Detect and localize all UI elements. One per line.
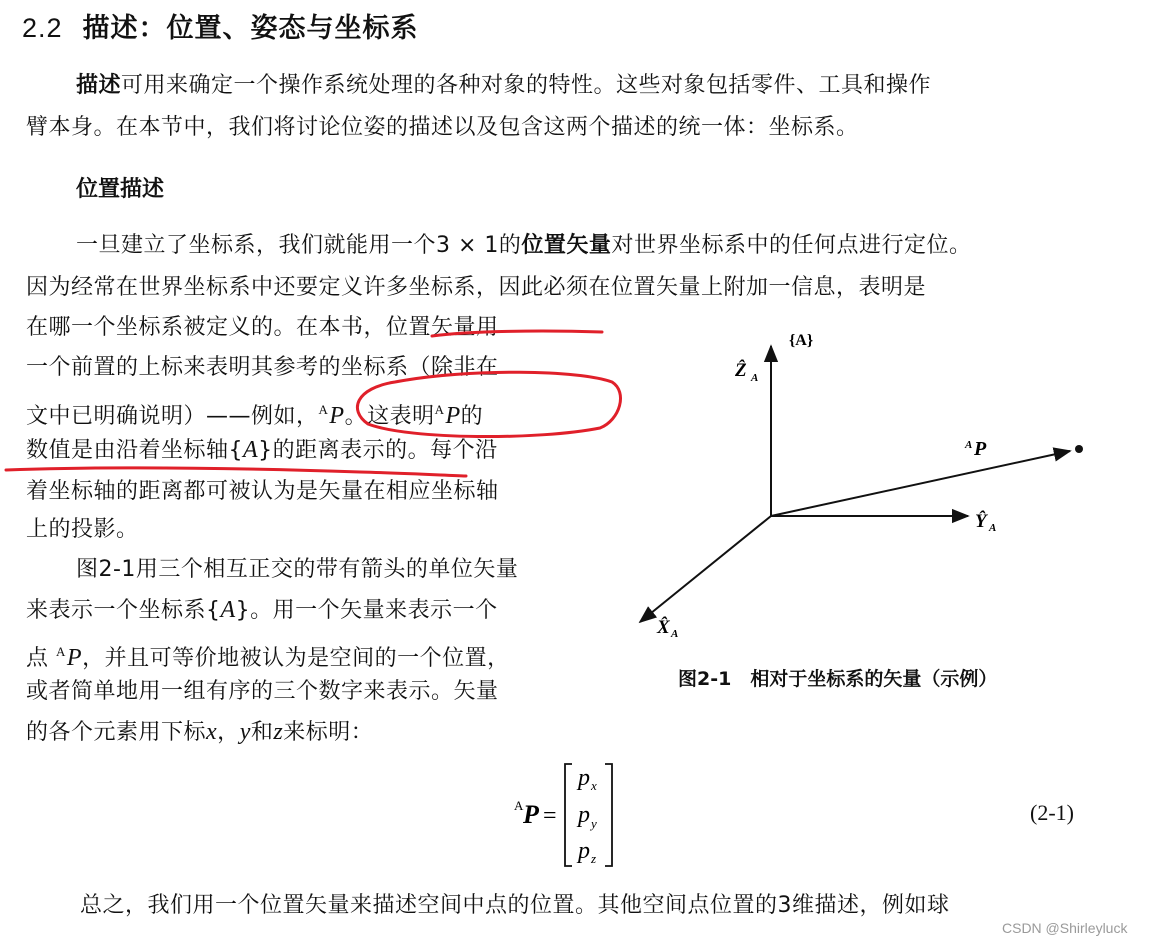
subheading: 位置描述 — [76, 177, 165, 202]
y-hat-label: Ŷ — [975, 511, 987, 532]
ap-symbol-2: P — [445, 403, 461, 429]
annotation-underline-1 — [432, 331, 602, 336]
frame-symbol-2: A — [220, 597, 236, 623]
ap-symbol: P — [329, 403, 345, 429]
subscript-y: y — [239, 719, 251, 745]
eq-p3: p — [578, 838, 590, 864]
para1-line-6b: }的距离表示的。每个沿 — [258, 438, 498, 463]
eq-sub-x: x — [591, 778, 597, 793]
para1-line-5b: 。这表明 — [344, 404, 435, 429]
ap-superscript: A — [318, 402, 329, 417]
para1-line-4: 一个前置的上标来表明其参考的坐标系（除非在 — [26, 355, 499, 380]
para2-line-3b: ，并且可等价地被认为是空间的一个位置， — [82, 646, 510, 671]
para2-line-5c: 和 — [250, 720, 274, 745]
para2-line-5d: 来标明： — [283, 720, 374, 745]
figure-caption: 图2-1 相对于坐标系的矢量（示例） — [678, 668, 998, 690]
para1-line-5c: 的 — [460, 404, 484, 429]
subscript-x: x — [206, 719, 218, 745]
para1-line-6a: 数值是由沿着坐标轴{ — [26, 438, 243, 463]
watermark: CSDN @Shirleyluck — [1002, 920, 1128, 936]
x-hat-sub: A — [671, 628, 679, 640]
para1-line-5a: 文中已明确说明）——例如， — [26, 404, 319, 429]
para2-line-5b: ， — [217, 720, 240, 745]
annotation-circle — [357, 372, 620, 436]
position-vector — [771, 451, 1070, 516]
z-hat-label: Ẑ — [735, 360, 747, 381]
intro-line-2: 臂本身。在本节中，我们将讨论位姿的描述以及包含这两个描述的统一体：坐标系。 — [26, 115, 859, 140]
z-hat-sub: A — [751, 372, 759, 384]
eq-P: P — [523, 800, 539, 829]
frame-symbol: A — [243, 437, 259, 463]
para1-line-8: 上的投影。 — [26, 517, 139, 542]
ap-superscript-3: A — [56, 644, 66, 659]
para2-line-2b: }。用一个矢量来表示一个 — [235, 598, 498, 623]
intro-bold-term: 描述 — [76, 73, 122, 98]
point-dot — [1075, 445, 1083, 453]
para1-line-3: 在哪一个坐标系被定义的。在本书，位置矢量用 — [26, 315, 499, 340]
para2-line-1: 图2-1用三个相互正交的带有箭头的单位矢量 — [76, 557, 519, 582]
section-number: 2.2 — [22, 13, 63, 43]
para1-line-7: 着坐标轴的距离都可被认为是矢量在相应坐标轴 — [26, 479, 499, 504]
eq-p1: p — [578, 765, 590, 791]
vector-label: P — [974, 438, 987, 460]
eq-sub-z: z — [591, 851, 597, 866]
para1-line-1b: 对世界坐标系中的任何点进行定位。 — [611, 233, 972, 258]
eq-equals: = — [543, 803, 557, 829]
x-axis — [640, 516, 771, 622]
para2-line-4: 或者简单地用一组有序的三个数字来表示。矢量 — [26, 679, 499, 704]
section-title: 描述：位置、姿态与坐标系 — [82, 13, 419, 44]
frame-label: {A} — [789, 332, 814, 349]
para1-bold-term: 位置矢量 — [521, 233, 612, 258]
eq-sub-y: y — [591, 816, 597, 831]
ap-symbol-3: P — [66, 645, 83, 671]
para1-line-2: 因为经常在世界坐标系中还要定义许多坐标系，因此必须在位置矢量上附加一信息，表明是 — [26, 275, 927, 300]
left-bracket — [565, 764, 572, 866]
annotation-underline-2 — [6, 468, 466, 476]
para1-line-1a: 一旦建立了坐标系，我们就能用一个3 × 1的 — [76, 233, 522, 258]
para2-line-3a: 点 — [26, 646, 49, 671]
para2-line-2a: 来表示一个坐标系{ — [26, 598, 221, 623]
intro-line-1-text: 可用来确定一个操作系统处理的各种对象的特性。这些对象包括零件、工具和操作 — [121, 73, 932, 98]
para2-line-5a: 的各个元素用下标 — [26, 720, 207, 745]
eq-sup: A — [514, 798, 524, 813]
ap-superscript-2: A — [434, 402, 445, 417]
equation-number: (2-1) — [1030, 800, 1074, 825]
x-hat-label: X̂ — [657, 617, 670, 638]
right-bracket — [605, 764, 612, 866]
closing-line: 总之，我们用一个位置矢量来描述空间中点的位置。其他空间点位置的3维描述，例如球 — [80, 893, 950, 918]
vector-sup: A — [965, 439, 973, 451]
y-hat-sub: A — [989, 522, 997, 534]
subscript-z: z — [273, 719, 284, 745]
eq-p2: p — [578, 802, 590, 828]
